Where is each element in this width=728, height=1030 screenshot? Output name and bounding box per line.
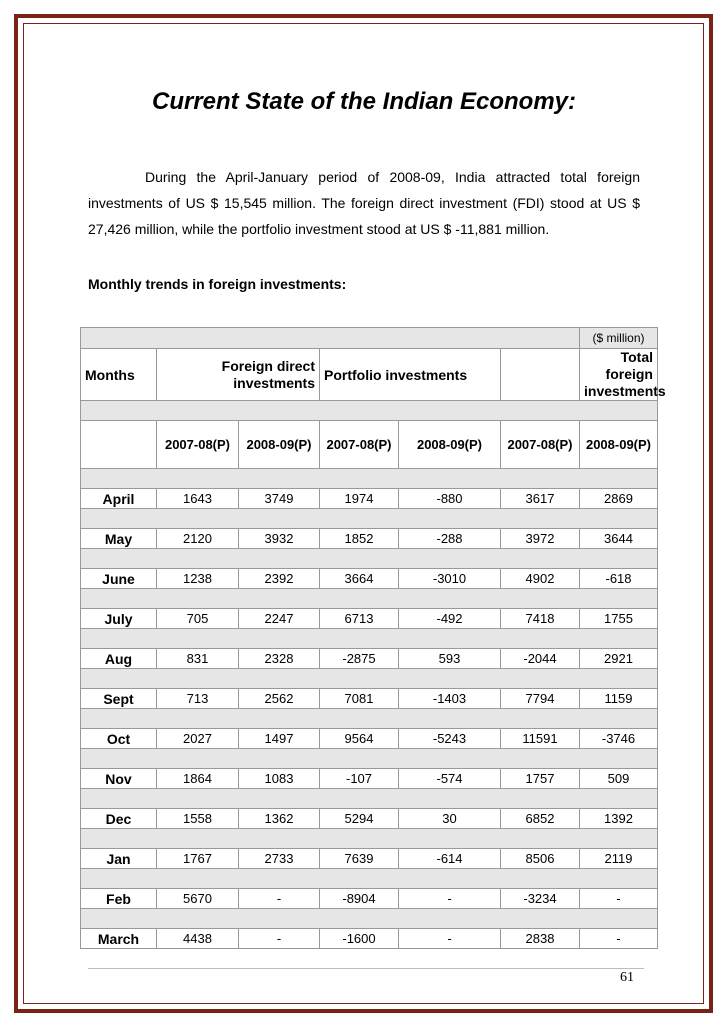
subheader-year: 2008-09(P) [239,421,320,469]
value-cell: 4902 [501,569,580,589]
value-cell: 3749 [239,489,320,509]
table-row [81,729,658,749]
value-cell: -880 [399,489,501,509]
value-cell: -2044 [501,649,580,669]
table-spacer-row [81,909,658,929]
value-cell: 6713 [320,609,399,629]
value-cell: 7639 [320,849,399,869]
value-cell: 831 [157,649,239,669]
value-cell: - [399,929,501,949]
table-row [81,809,658,829]
table-spacer-row [81,401,658,421]
value-cell: - [580,929,658,949]
value-cell: -1403 [399,689,501,709]
value-cell: 2119 [580,849,658,869]
value-cell: 1864 [157,769,239,789]
month-cell: March [81,929,157,949]
value-cell: 5670 [157,889,239,909]
value-cell: 705 [157,609,239,629]
value-cell: 5294 [320,809,399,829]
value-cell: 1159 [580,689,658,709]
value-cell: 2562 [239,689,320,709]
value-cell: 8506 [501,849,580,869]
value-cell: 6852 [501,809,580,829]
page-number: 61 [620,970,634,985]
value-cell: 2392 [239,569,320,589]
month-cell: Aug [81,649,157,669]
value-cell: 509 [580,769,658,789]
table-row [81,769,658,789]
month-cell: Sept [81,689,157,709]
subheader-year: 2007-08(P) [501,421,580,469]
value-cell: -3234 [501,889,580,909]
subheader-year: 2008-09(P) [399,421,501,469]
value-cell: -3010 [399,569,501,589]
value-cell: 11591 [501,729,580,749]
value-cell: - [580,889,658,909]
table-row [81,609,658,629]
value-cell: -618 [580,569,658,589]
value-cell: 1083 [239,769,320,789]
value-cell: 1558 [157,809,239,829]
value-cell: -107 [320,769,399,789]
table-spacer-row [81,669,658,689]
table-spacer-row [81,589,658,609]
unit-label: ($ million) [580,328,658,349]
table-spacer-row [81,469,658,489]
value-cell: 2247 [239,609,320,629]
table-spacer-row [81,869,658,889]
value-cell: 1757 [501,769,580,789]
intro-paragraph [88,164,640,242]
value-cell: 30 [399,809,501,829]
value-cell: 1362 [239,809,320,829]
table-spacer-row [81,749,658,769]
value-cell: 3664 [320,569,399,589]
table-spacer-row [81,549,658,569]
value-cell: 3644 [580,529,658,549]
header-blank [501,349,580,401]
value-cell: 1755 [580,609,658,629]
value-cell: 1643 [157,489,239,509]
table-row [81,529,658,549]
subheader-year: 2007-08(P) [157,421,239,469]
table-row [81,889,658,909]
value-cell: -614 [399,849,501,869]
value-cell: 3617 [501,489,580,509]
value-cell: 1767 [157,849,239,869]
value-cell: 1238 [157,569,239,589]
value-cell: 3972 [501,529,580,549]
header-total: Total foreign investments [580,349,658,401]
header-portfolio: Portfolio investments [320,349,501,401]
table-spacer-row [81,829,658,849]
value-cell: 2027 [157,729,239,749]
value-cell: -8904 [320,889,399,909]
value-cell: - [239,889,320,909]
value-cell: 4438 [157,929,239,949]
header-fdi: Foreign direct investments [157,349,320,401]
value-cell: -492 [399,609,501,629]
table-row [81,489,658,509]
investment-table [80,327,666,949]
table-row [81,569,658,589]
month-cell: May [81,529,157,549]
table-blank-cell [81,328,580,349]
value-cell: - [399,889,501,909]
table-row [81,929,658,949]
month-cell: Feb [81,889,157,909]
value-cell: 2838 [501,929,580,949]
value-cell: 2733 [239,849,320,869]
value-cell: 1392 [580,809,658,829]
value-cell: 2120 [157,529,239,549]
value-cell: -1600 [320,929,399,949]
value-cell: 7418 [501,609,580,629]
month-cell: Jan [81,849,157,869]
section-subheading: Monthly trends in foreign investments: [88,276,347,292]
value-cell: 7081 [320,689,399,709]
value-cell: 2328 [239,649,320,669]
value-cell: -574 [399,769,501,789]
value-cell: 2869 [580,489,658,509]
subheader-blank [81,421,157,469]
value-cell: 2921 [580,649,658,669]
value-cell: 1974 [320,489,399,509]
value-cell: 713 [157,689,239,709]
month-cell: April [81,489,157,509]
header-months: Months [81,349,157,401]
subheader-year: 2008-09(P) [580,421,658,469]
table-spacer-row [81,789,658,809]
table-row [81,649,658,669]
value-cell: - [239,929,320,949]
month-cell: July [81,609,157,629]
value-cell: -288 [399,529,501,549]
table-row [81,849,658,869]
month-cell: Oct [81,729,157,749]
month-cell: Dec [81,809,157,829]
table-spacer-row [81,629,658,649]
month-cell: June [81,569,157,589]
table-spacer-row [81,709,658,729]
value-cell: 593 [399,649,501,669]
value-cell: -5243 [399,729,501,749]
table-row [81,689,658,709]
value-cell: 1852 [320,529,399,549]
value-cell: 1497 [239,729,320,749]
month-cell: Nov [81,769,157,789]
value-cell: 9564 [320,729,399,749]
page-title: Current State of the Indian Economy: [151,88,577,115]
intro-paragraph-text: During the April-January period of 2008-09, India attracted total foreign investments of US $ 15,545 million. The foreign direct investment (FDI) stood at US $ 27,426 million, while the portfolio investment stood at US $ -11,881 million. [88,169,640,237]
value-cell: -2875 [320,649,399,669]
value-cell: 3932 [239,529,320,549]
value-cell: -3746 [580,729,658,749]
footer-rule [88,968,644,969]
value-cell: 7794 [501,689,580,709]
subheader-year: 2007-08(P) [320,421,399,469]
table-spacer-row [81,509,658,529]
